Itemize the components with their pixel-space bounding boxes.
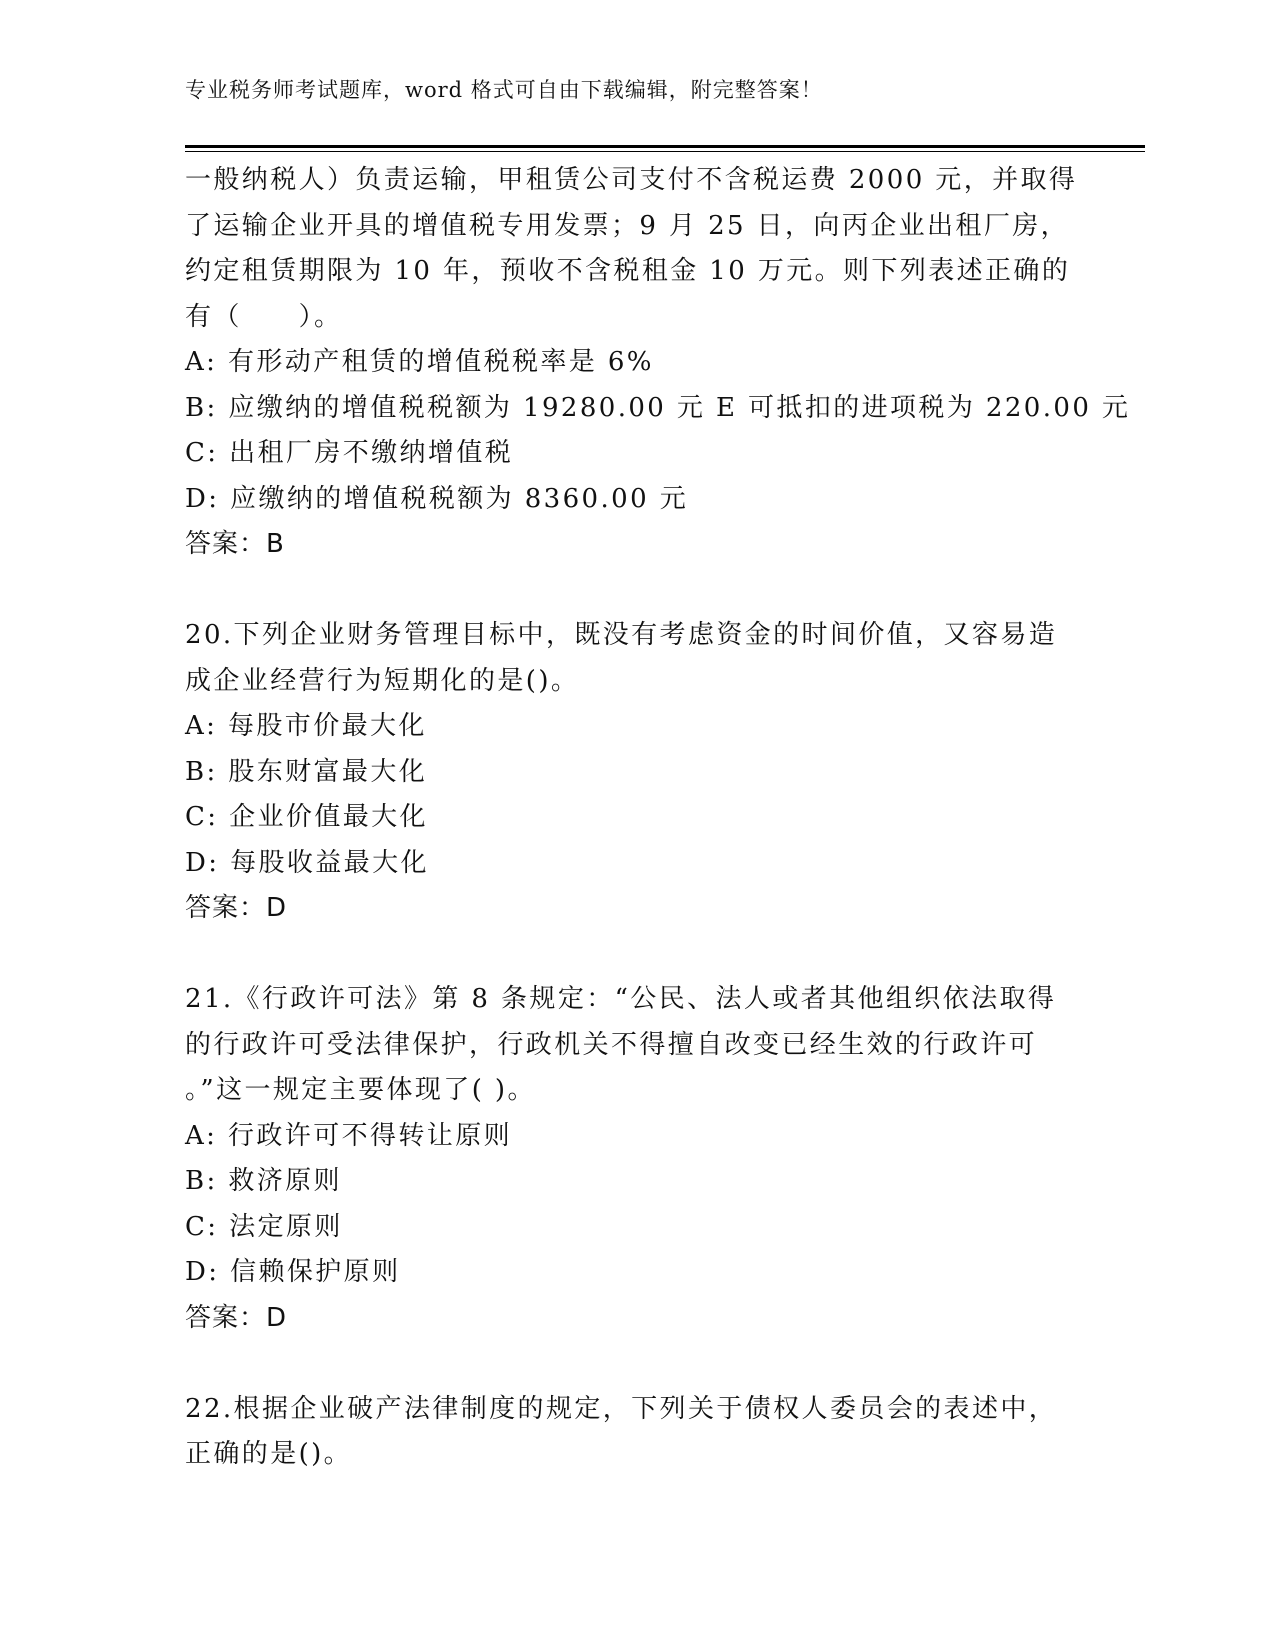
option-d: D: 每股收益最大化: [185, 847, 429, 878]
spacer: [185, 568, 1085, 614]
question-block: [185, 977, 1085, 1341]
option-b: B: 救济原则: [185, 1166, 342, 1196]
question-text-line: 20.下列企业财务管理目标中，既没有考虑资金的时间价值，又容易造: [185, 620, 1058, 650]
option-c: C: 出租厂房不缴纳增值税: [185, 438, 514, 468]
question-text-line: 一般纳税人）负责运输，甲租赁公司支付不含税运费 2000 元，并取得: [185, 165, 1078, 195]
option-a: A: 行政许可不得转让原则: [185, 1120, 513, 1151]
question-text-line: 成企业经营行为短期化的是()。: [185, 665, 580, 696]
question-text-line: 的行政许可受法律保护，行政机关不得擅自改变已经生效的行政许可: [185, 1029, 1038, 1060]
question-text-line: 了运输企业开具的增值税专用发票；9 月 25 日，向丙企业出租厂房，: [185, 210, 1070, 241]
question-text-line: 有（ ）。: [185, 301, 343, 332]
question-text-line: 正确的是()。: [185, 1439, 353, 1469]
spacer: [185, 1341, 1085, 1387]
option-b: B: 股东财富最大化: [185, 756, 428, 787]
answer-line: 答案：D: [185, 893, 288, 923]
header-rule-thin: [185, 151, 1145, 152]
answer-line: 答案：B: [185, 529, 285, 559]
option-a: A: 有形动产租赁的增值税税率是 6%: [185, 347, 654, 377]
answer-line: 答案：D: [185, 1302, 288, 1333]
page-header: 专业税务师考试题库，word 格式可自由下载编辑，附完整答案！: [185, 78, 823, 102]
question-text-line: 22.根据企业破产法律制度的规定，下列关于债权人委员会的表述中，: [185, 1393, 1058, 1424]
option-c: C: 法定原则: [185, 1211, 343, 1242]
question-block: [185, 613, 1085, 932]
question-block: [185, 158, 1131, 568]
header-rule-thick: [185, 145, 1145, 148]
option-b: B: 应缴纳的增值税税额为 19280.00 元 E 可抵扣的进项税为 220.00 元: [185, 392, 1131, 423]
question-block: [185, 1387, 1085, 1478]
option-c: C: 企业价值最大化: [185, 802, 428, 832]
question-text-line: 21.《行政许可法》第 8 条规定：“公民、法人或者其他组织依法取得: [185, 984, 1057, 1014]
question-text-line: 约定租赁期限为 10 年，预收不含税租金 10 万元。则下列表述正确的: [185, 256, 1071, 286]
spacer: [185, 932, 1085, 978]
option-d: D: 应缴纳的增值税税额为 8360.00 元: [185, 483, 689, 514]
option-a: A: 每股市价最大化: [185, 711, 427, 741]
option-d: D: 信赖保护原则: [185, 1257, 401, 1287]
question-text-line: 。”这一规定主要体现了( )。: [185, 1075, 536, 1105]
question-content: [185, 158, 1131, 1478]
